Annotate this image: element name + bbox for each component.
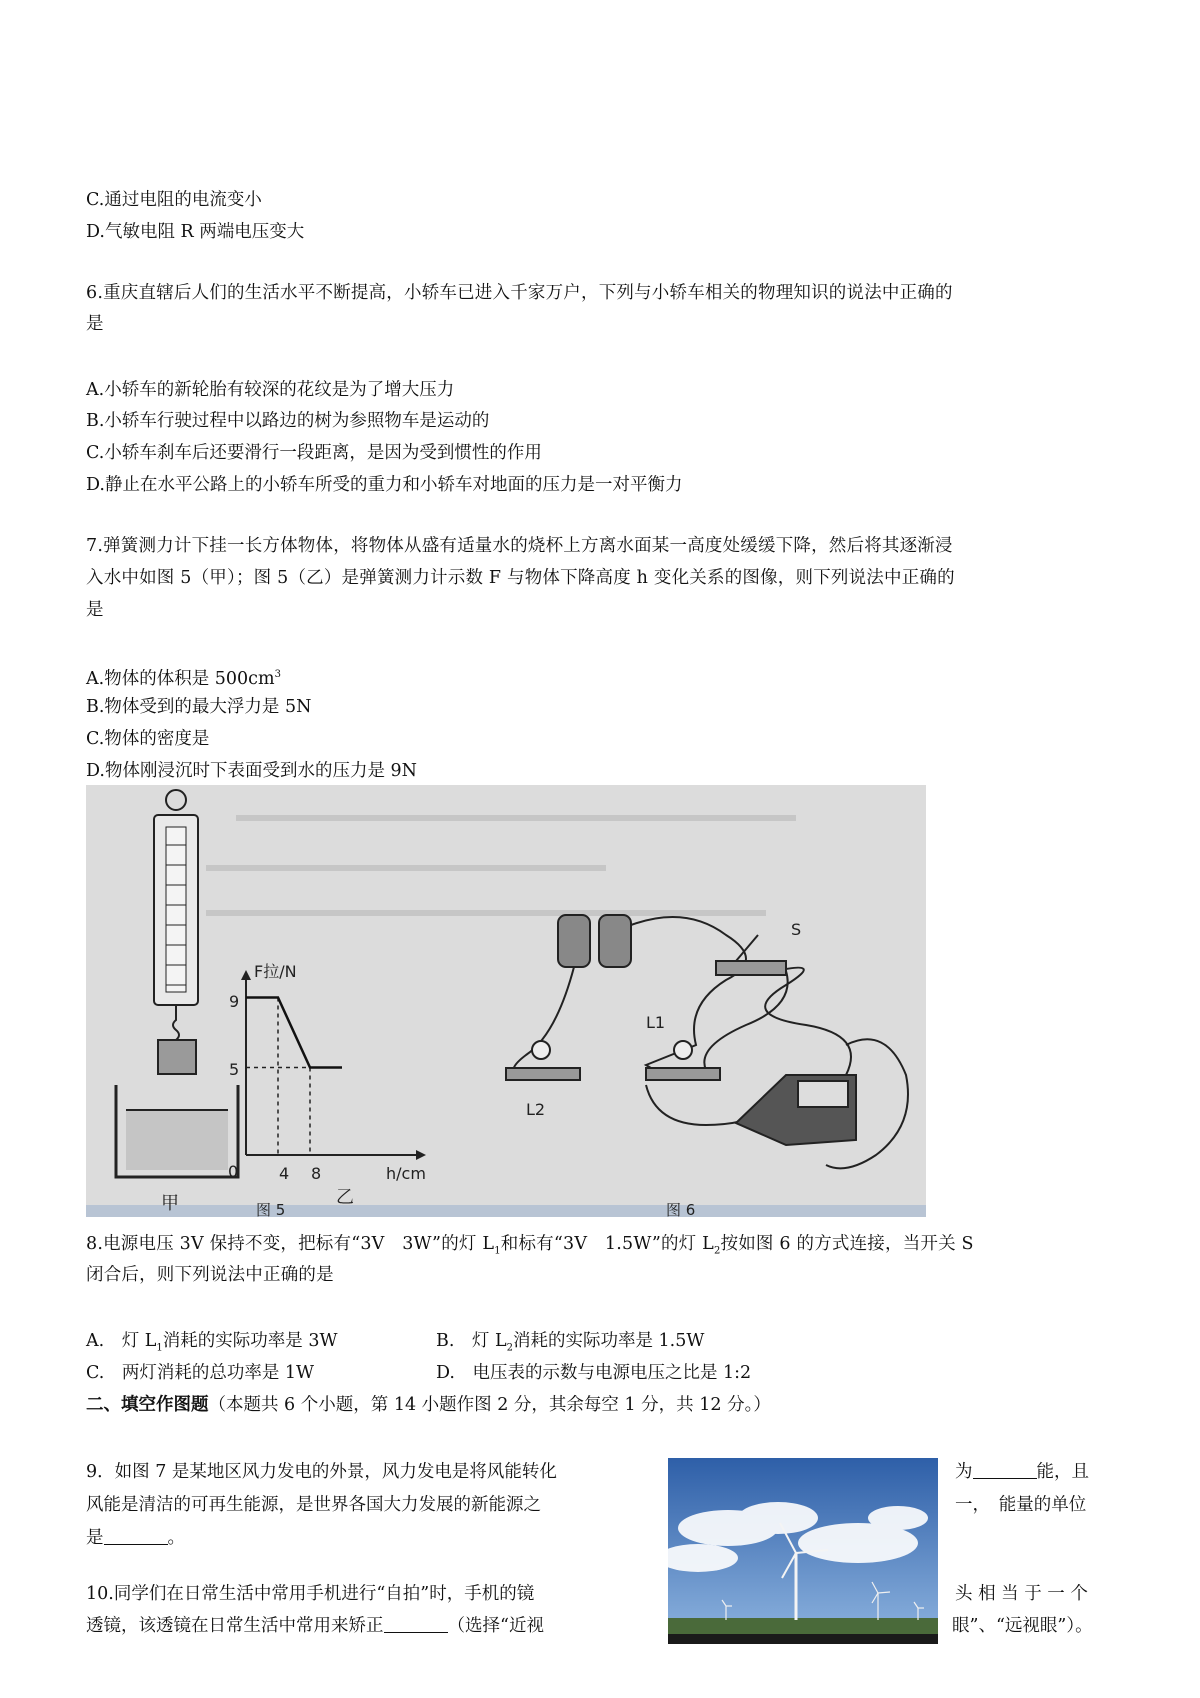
q8-option-b-part1: B. 灯 L: [436, 1331, 507, 1351]
q8-option-a: [86, 1329, 337, 1361]
label-jia: 甲: [161, 1193, 179, 1214]
q8-stem-line1: [86, 1232, 974, 1264]
switch-base: [716, 961, 786, 975]
q8-sub1: 1: [494, 1245, 501, 1257]
q8-option-b-part2: 消耗的实际功率是 1.5W: [512, 1331, 705, 1351]
q5-option-d: D.气敏电阻 R 两端电压变大: [86, 222, 305, 242]
q9-right-a: 为: [955, 1462, 973, 1482]
q7-stem-line3: 是: [86, 600, 104, 620]
q9-line1-right: [955, 1460, 1089, 1484]
q8-option-b: [436, 1329, 704, 1361]
bulb-l1-base: [646, 1068, 720, 1080]
q10-line2-right: 眼”、“远视眼”）。: [952, 1616, 1093, 1636]
q9-line1-left: 9．如图 7 是某地区风力发电的外景，风力发电是将风能转化: [86, 1462, 557, 1482]
figure-5-6: [86, 785, 926, 1217]
q9-line3-a: 是: [86, 1528, 104, 1548]
q9-line3: [86, 1526, 185, 1550]
q7-option-a: [86, 663, 281, 691]
q9-blank-2[interactable]: [104, 1526, 168, 1545]
tick-x4: 4: [279, 1164, 290, 1183]
q8-option-d: D. 电压表的示数与电源电压之比是 1:2: [436, 1363, 752, 1383]
bulb-l2-base: [506, 1068, 580, 1080]
tick-y5: 5: [229, 1060, 240, 1079]
label-fig5: 图 5: [256, 1201, 286, 1217]
q5-option-c: C.通过电阻的电流变小: [86, 190, 262, 210]
q8-option-a-sub: 1: [156, 1342, 163, 1354]
q10-line2-b: （选择“近视: [447, 1616, 544, 1636]
q7-stem-line2: 入水中如图 5（甲）；图 5（乙）是弹簧测力计示数 F 与物体下降高度 h 变化关系的图像，则下列说法中正确的: [86, 568, 955, 588]
tick-y9: 9: [229, 992, 240, 1011]
label-yi: 乙: [336, 1187, 354, 1208]
section-2-title: 二、填空作图题: [86, 1395, 209, 1415]
q7-stem-line1: 7.弹簧测力计下挂一长方体物体，将物体从盛有适量水的烧杯上方离水面某一高度处缓缓下降，然后将其逐渐浸: [86, 536, 953, 556]
q9-right-b: 能，且: [1036, 1462, 1089, 1482]
bulb-l2: [532, 1041, 550, 1059]
q8-option-c: C. 两灯消耗的总功率是 1W: [86, 1363, 315, 1383]
q6-option-b: B.小轿车行驶过程中以路边的树为参照物车是运动的: [86, 411, 490, 431]
section-2-heading: [86, 1393, 771, 1417]
label-s: S: [791, 920, 802, 939]
bulb-l1: [674, 1041, 692, 1059]
q8-option-b-sub: 2: [506, 1342, 513, 1354]
q9-line2-right: 一， 能量的单位: [955, 1495, 1087, 1515]
label-l2: L2: [526, 1100, 546, 1119]
q9-blank-1[interactable]: [973, 1460, 1037, 1479]
q7-option-c: C.物体的密度是: [86, 729, 210, 749]
q8-option-a-part2: 消耗的实际功率是 3W: [162, 1331, 338, 1351]
q10-blank-1[interactable]: [384, 1614, 448, 1633]
battery-2: [599, 915, 631, 967]
q9-line2-left: 风能是清洁的可再生能源，是世界各国大力发展的新能源之: [86, 1495, 541, 1515]
q10-line2-a: 透镜，该透镜在日常生活中常用来矫正: [86, 1616, 384, 1636]
q8-stem-part1: 8.电源电压 3V 保持不变，把标有“3V 3W”的灯 L: [86, 1234, 495, 1254]
photo-caption-band: [668, 1634, 938, 1644]
section-2-note: （本题共 6 个小题，第 14 小题作图 2 分，其余每空 1 分，共 12 分。）: [208, 1395, 771, 1415]
hanging-block: [158, 1040, 196, 1074]
q6-option-a: A.小轿车的新轮胎有较深的花纹是为了增大压力: [86, 380, 455, 400]
voltmeter-dial: [798, 1081, 848, 1107]
q9-line3-b: 。: [167, 1528, 185, 1548]
q10-line1-left: 10.同学们在日常生活中常用手机进行“自拍”时，手机的镜: [86, 1584, 535, 1604]
spring-scale: [154, 790, 198, 1040]
figure-bottom-band: [86, 1205, 926, 1217]
battery-1: [558, 915, 590, 967]
graph-ylabel: F拉/N: [254, 962, 297, 981]
q10-line2-left: [86, 1614, 544, 1638]
q6-stem-line2: 是: [86, 314, 104, 334]
q8-stem-part3: 按如图 6 的方式连接，当开关 S: [720, 1234, 974, 1254]
q7-option-a-text: A.物体的体积是 500cm: [86, 668, 275, 689]
photo-ground: [668, 1618, 938, 1634]
q6-stem-line1: 6.重庆直辖后人们的生活水平不断提高，小轿车已进入千家万户，下列与小轿车相关的物理知识的说法中正确的: [86, 283, 953, 303]
q8-stem-line2: 闭合后，则下列说法中正确的是: [86, 1265, 334, 1285]
q7-option-b: B.物体受到的最大浮力是 5N: [86, 697, 312, 717]
q8-option-a-part1: A. 灯 L: [86, 1331, 157, 1351]
figure-7-wind-farm-photo: [668, 1458, 938, 1644]
q8-stem-part2: 和标有“3V 1.5W”的灯 L: [500, 1234, 714, 1254]
label-l1: L1: [646, 1013, 666, 1032]
q6-option-c: C.小轿车刹车后还要滑行一段距离，是因为受到惯性的作用: [86, 443, 542, 463]
tick-origin: 0: [228, 1162, 239, 1181]
q7-option-d: D.物体刚浸沉时下表面受到水的压力是 9N: [86, 761, 417, 781]
label-fig6: 图 6: [666, 1201, 696, 1217]
q10-line1-right: 头 相 当 于 一 个: [955, 1584, 1088, 1604]
q7-option-a-sup: 3: [274, 669, 281, 680]
graph-xlabel: h/cm: [386, 1164, 426, 1183]
q6-option-d: D.静止在水平公路上的小轿车所受的重力和小轿车对地面的压力是一对平衡力: [86, 475, 683, 495]
q8-sub2: 2: [713, 1245, 721, 1257]
tick-x8: 8: [311, 1164, 322, 1183]
